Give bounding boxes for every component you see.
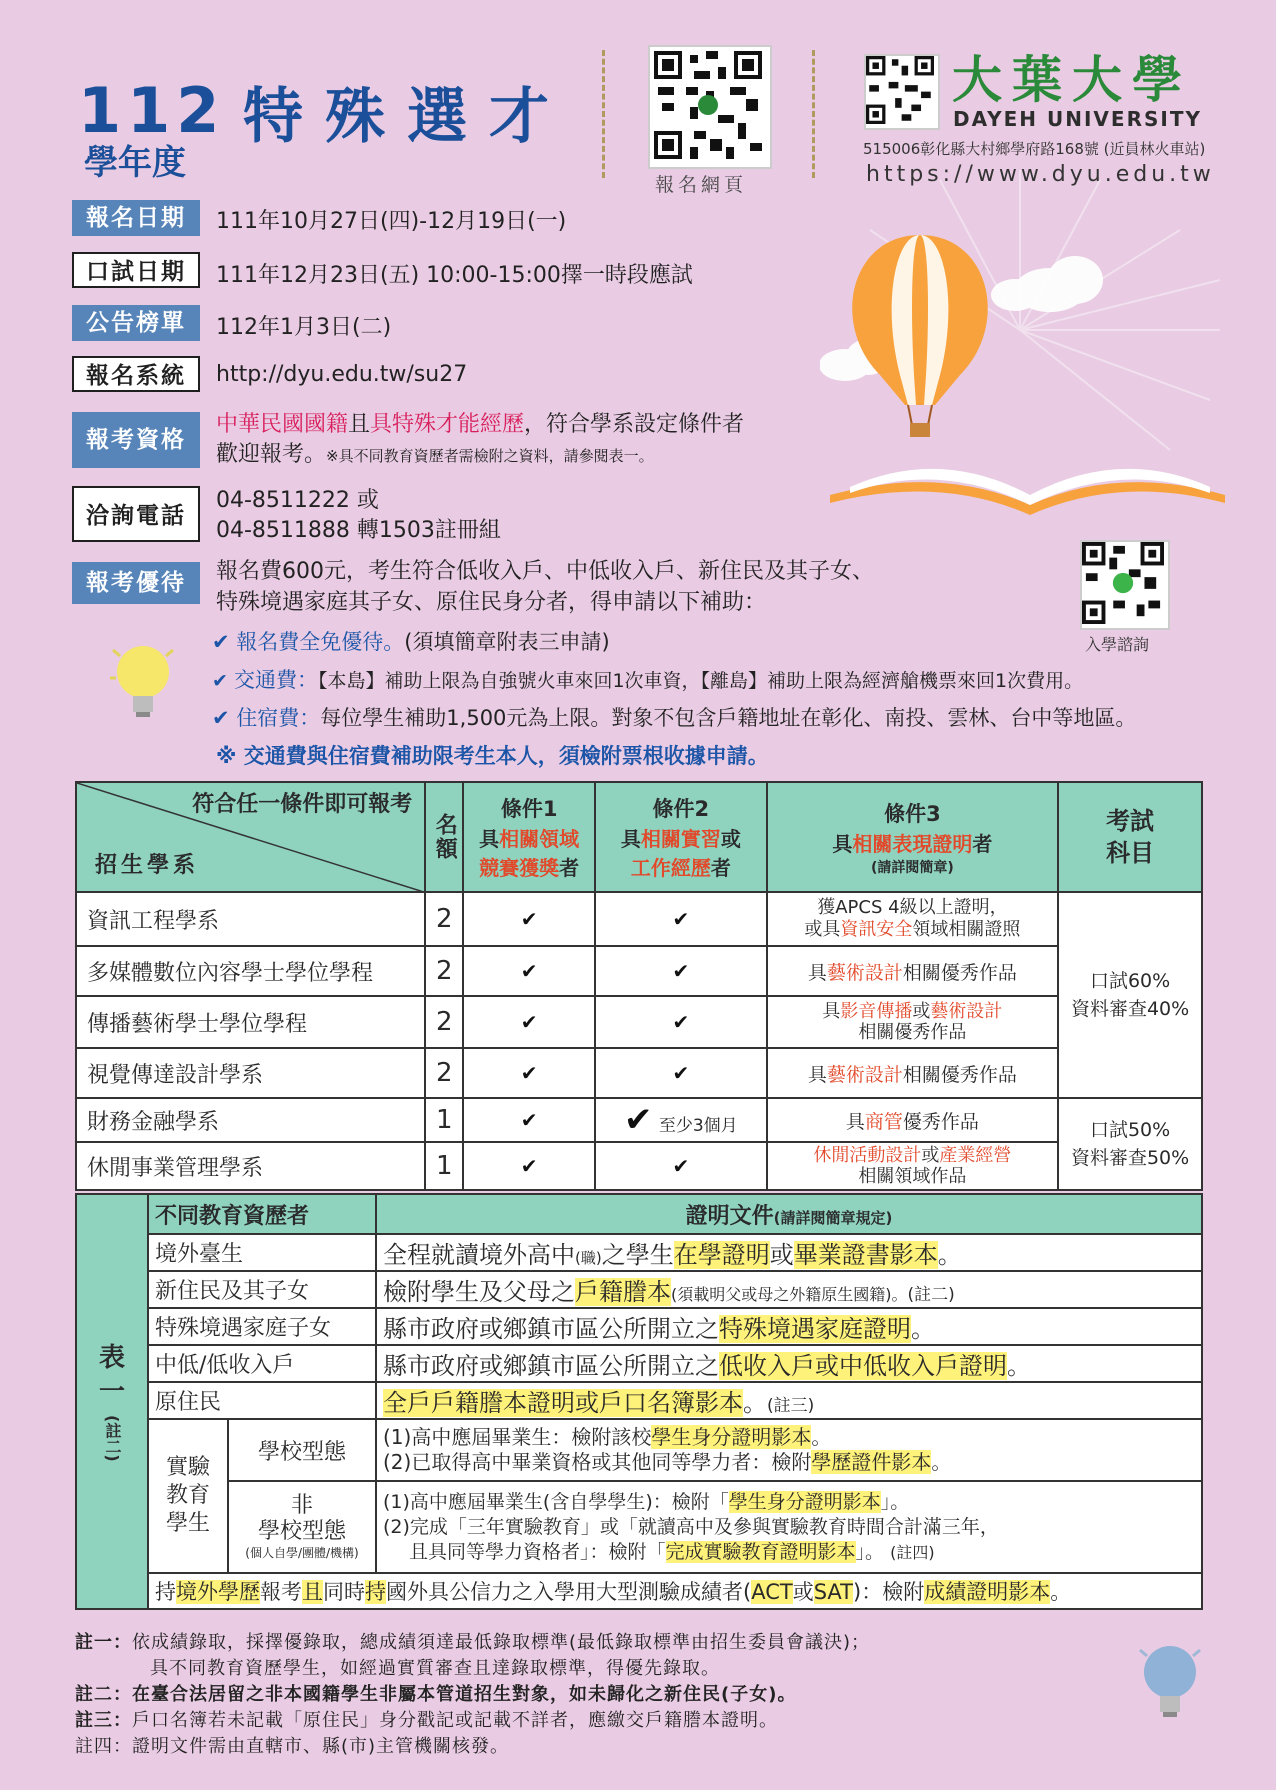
table-row: 特殊境遇家庭子女 縣市政府或鄉鎮市區公所開立之特殊境遇家庭證明。: [76, 1308, 1202, 1345]
admission-qr-caption: 入學諮詢: [1085, 635, 1150, 654]
table-row: 資訊工程學系 2 ✔ ✔ 獲APCS 4級以上證明， 或具資訊安全領域相關證照 口試60% 資料審查40%: [76, 892, 1202, 946]
table-row: 傳播藝術學士學位學程 2 ✔ ✔ 具影音傳播或藝術設計 相關優秀作品: [76, 996, 1202, 1048]
label-benefits: 報考優待: [72, 562, 200, 604]
table-row: 視覺傳達設計學系 2 ✔ ✔ 具藝術設計相關優秀作品: [76, 1048, 1202, 1098]
footnote-4: 註四：證明文件需由直轄市、縣(市)主管機關核發。: [75, 1736, 510, 1757]
label-interview-date: 口試日期: [72, 252, 200, 288]
t2-header-right: 證明文件(請詳閱簡章規定): [376, 1194, 1202, 1234]
registration-system-url[interactable]: http://dyu.edu.tw/su27: [216, 362, 468, 387]
table1-side-title: 表一 (註二): [76, 1194, 148, 1609]
table-row: 財務金融學系 1 ✔ ✔ 至少3個月 具商管優秀作品 口試50% 資料審查50%: [76, 1098, 1202, 1142]
lightbulb-blue-icon: [1135, 1640, 1205, 1730]
label-qualification: 報考資格: [72, 412, 200, 468]
page-title: 特殊選才: [243, 82, 571, 152]
university-url[interactable]: https://www.dyu.edu.tw: [866, 162, 1215, 187]
registration-date: 111年10月27日(四)-12月19日(一): [216, 209, 567, 234]
table-row: 休閒事業管理學系 1 ✔ ✔ 休閒活動設計或產業經營 相關領域作品: [76, 1142, 1202, 1190]
t2-header-left: 不同教育資歷者: [148, 1194, 376, 1234]
benefit-fee-waiver: ✔ 報名費全免優待。(須填簡章附表三申請): [212, 630, 610, 654]
university-name-en: DAYEH UNIVERSITY: [953, 107, 1202, 131]
col-exam-subjects: 考試科目: [1058, 782, 1202, 892]
table-row: 持境外學歷報考且同時持國外具公信力之入學用大型測驗成績者(ACT或SAT)：檢附成績證明影本。: [76, 1573, 1202, 1609]
table-row: 新住民及其子女 檢附學生及父母之戶籍謄本(須載明父或母之外籍原生國籍)。(註二): [76, 1271, 1202, 1308]
benefit-accommodation: ✔ 住宿費：每位學生補助1,500元為上限。對象不包含戶籍地址在彰化、南投、雲林、台中等地區。: [212, 706, 1137, 730]
year-number: 112: [78, 74, 226, 147]
col-quota: 名額: [425, 782, 463, 892]
registration-qr-code[interactable]: [648, 45, 772, 169]
table-row: 非 學校型態 (個人自學/團體/機構) (1)高中應屆畢業生(含自學學生)：檢附「學生身分證明影本」。 (2)完成「三年實驗教育」或「就讀高中及參與實驗教育時間合計滿三年， 且具同等學力資格者」：檢附「完成實驗教育證明影本」。 (註四): [76, 1481, 1202, 1573]
university-address: 515006彰化縣大村鄉學府路168號 (近員林火車站): [863, 140, 1206, 158]
exam-weight-b: 口試50% 資料審查50%: [1058, 1098, 1202, 1190]
table-row: 原住民 全戶戶籍謄本證明或戶口名簿影本。(註三): [76, 1382, 1202, 1419]
benefit-note: ※ 交通費與住宿費補助限考生本人，須檢附票根收據申請。: [216, 744, 769, 768]
table-row: 中低/低收入戶 縣市政府或鄉鎮市區公所開立之低收入戶或中低收入戶證明。: [76, 1345, 1202, 1382]
registration-qr-caption: 報名網頁: [655, 174, 748, 196]
balloon-book-illustration: [820, 225, 1240, 525]
col-condition3: 條件3 具相關表現證明者 (請詳閱簡章): [767, 782, 1058, 892]
label-registration-system: 報名系統: [72, 356, 200, 392]
label-registration-date: 報名日期: [72, 200, 200, 236]
footnote-1-cont: 具不同教育資歷學生，如經過實質審查且達錄取標準，得優先錄取。: [150, 1658, 720, 1679]
university-qr-code[interactable]: [864, 54, 940, 130]
label-results-date: 公告榜單: [72, 305, 200, 341]
benefit-transport: ✔ 交通費：【本島】補助上限為自強號火車來回1次車資，【離島】補助上限為經濟艙機票來回1次費用。: [212, 668, 1084, 692]
benefits-intro: 報名費600元，考生符合低收入戶、中低收入戶、新住民及其子女、 特殊境遇家庭其子女、原住民身分者，得申請以下補助：: [216, 559, 874, 615]
admission-line-qr-code[interactable]: [1080, 540, 1170, 630]
table-row: 境外臺生 全程就讀境外高中(職)之學生在學證明或畢業證書影本。: [76, 1234, 1202, 1271]
table1-corner: 符合任一條件即可報考 招生學系: [76, 782, 425, 892]
qualification-text: 中華民國國籍且具特殊才能經歷，符合學系設定條件者 歡迎報考。※具不同教育資歷者需檢附之資料，請參閱表一。: [216, 412, 745, 467]
phone-numbers: 04-8511222 或 04-8511888 轉1503註冊組: [216, 488, 501, 543]
results-date: 112年1月3日(二): [216, 315, 392, 340]
footnote-1: 註一：依成績錄取，採擇優錄取，總成績須達最低錄取標準(最低錄取標準由招生委員會議決)；: [75, 1632, 871, 1653]
footnote-2: 註二：在臺合法居留之非本國籍學生非屬本管道招生對象，如未歸化之新住民(子女)。: [75, 1684, 797, 1705]
table-row: 實驗教育學生 學校型態 (1)高中應屆畢業生：檢附該校學生身分證明影本。 (2)已取得高中畢業資格或其他同等學力者：檢附學歷證件影本。: [76, 1419, 1202, 1481]
divider-left: [602, 50, 605, 178]
col-condition2: 條件2 具相關實習或 工作經歷者: [595, 782, 767, 892]
lightbulb-yellow-icon: [108, 640, 178, 730]
col-condition1: 條件1 具相關領域 競賽獲獎者: [463, 782, 595, 892]
divider-right: [812, 50, 815, 178]
table-row: 多媒體數位內容學士學位學程 2 ✔ ✔ 具藝術設計相關優秀作品: [76, 946, 1202, 996]
education-documents-table: [75, 1193, 1203, 1610]
interview-date: 111年12月23日(五) 10:00-15:00擇一時段應試: [216, 263, 693, 288]
label-phone: 洽詢電話: [72, 486, 200, 542]
department-conditions-table: [75, 781, 1203, 1191]
university-name-cn: 大葉大學: [952, 51, 1192, 109]
footnote-3: 註三：戶口名簿若未記載「原住民」身分戳記或記載不詳者，應繳交戶籍謄本證明。: [75, 1710, 778, 1731]
exam-weight-a: 口試60% 資料審查40%: [1058, 892, 1202, 1098]
year-suffix: 學年度: [84, 143, 186, 183]
